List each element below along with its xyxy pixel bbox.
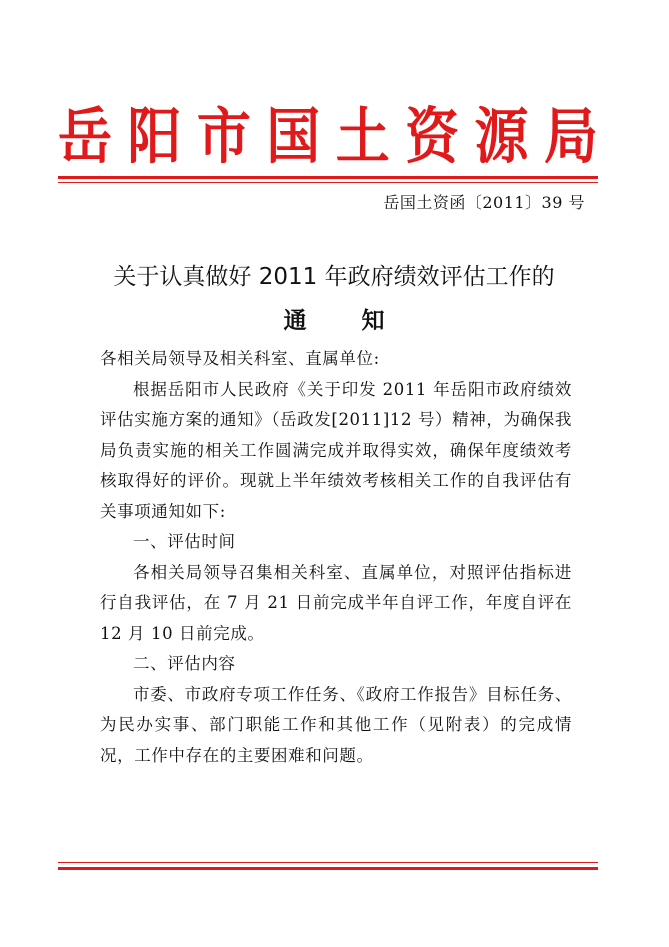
document-body (100, 344, 572, 771)
footer-divider-thick (58, 867, 598, 870)
header-divider-thick (58, 176, 598, 179)
header-char: 资 (405, 101, 460, 172)
title-char: 通 (283, 308, 307, 334)
header-char: 土 (335, 101, 390, 172)
document-number: 岳国土资函〔2011〕39 号 (383, 193, 585, 212)
document-title-line2 (58, 302, 610, 335)
section1-heading: 一、评估时间 (133, 532, 236, 551)
section2-body: 市委、市政府专项工作任务、《政府工作报告》目标任务、为民办实事、部门职能工作和其他工作（见附表）的完成情况，工作中存在的主要困难和问题。 (100, 684, 572, 765)
header-char: 阳 (127, 101, 182, 172)
header-char: 市 (196, 101, 251, 172)
title-char: 知 (361, 308, 385, 334)
issuing-authority-header (58, 93, 598, 180)
header-char: 岳 (58, 101, 112, 172)
salutation: 各相关局领导及相关科室、直属单位: (100, 349, 380, 368)
header-char: 局 (543, 101, 598, 172)
header-divider-thin (58, 182, 598, 183)
section2-heading: 二、评估内容 (133, 654, 236, 673)
header-char: 源 (474, 101, 529, 172)
section1-body: 各相关局领导召集相关科室、直属单位，对照评估指标进行自我评估，在 7 月 21 日前完成半年自评工作，年度自评在 12 月 10 日前完成。 (100, 562, 572, 643)
document-title-line1: 关于认真做好 2011 年政府绩效评估工作的 (113, 264, 555, 290)
intro-paragraph: 根据岳阳市人民政府《关于印发 2011 年岳阳市政府绩效评估实施方案的通知》（岳政发[2011]12 号）精神，为确保我局负责实施的相关工作圆满完成并取得实效，确保年度绩效考核取得好的评价。现就上半年绩效考核相关工作的自我评估有关事项通知如下: (100, 379, 572, 521)
header-char: 国 (266, 101, 321, 172)
footer-divider-thin (58, 862, 598, 863)
